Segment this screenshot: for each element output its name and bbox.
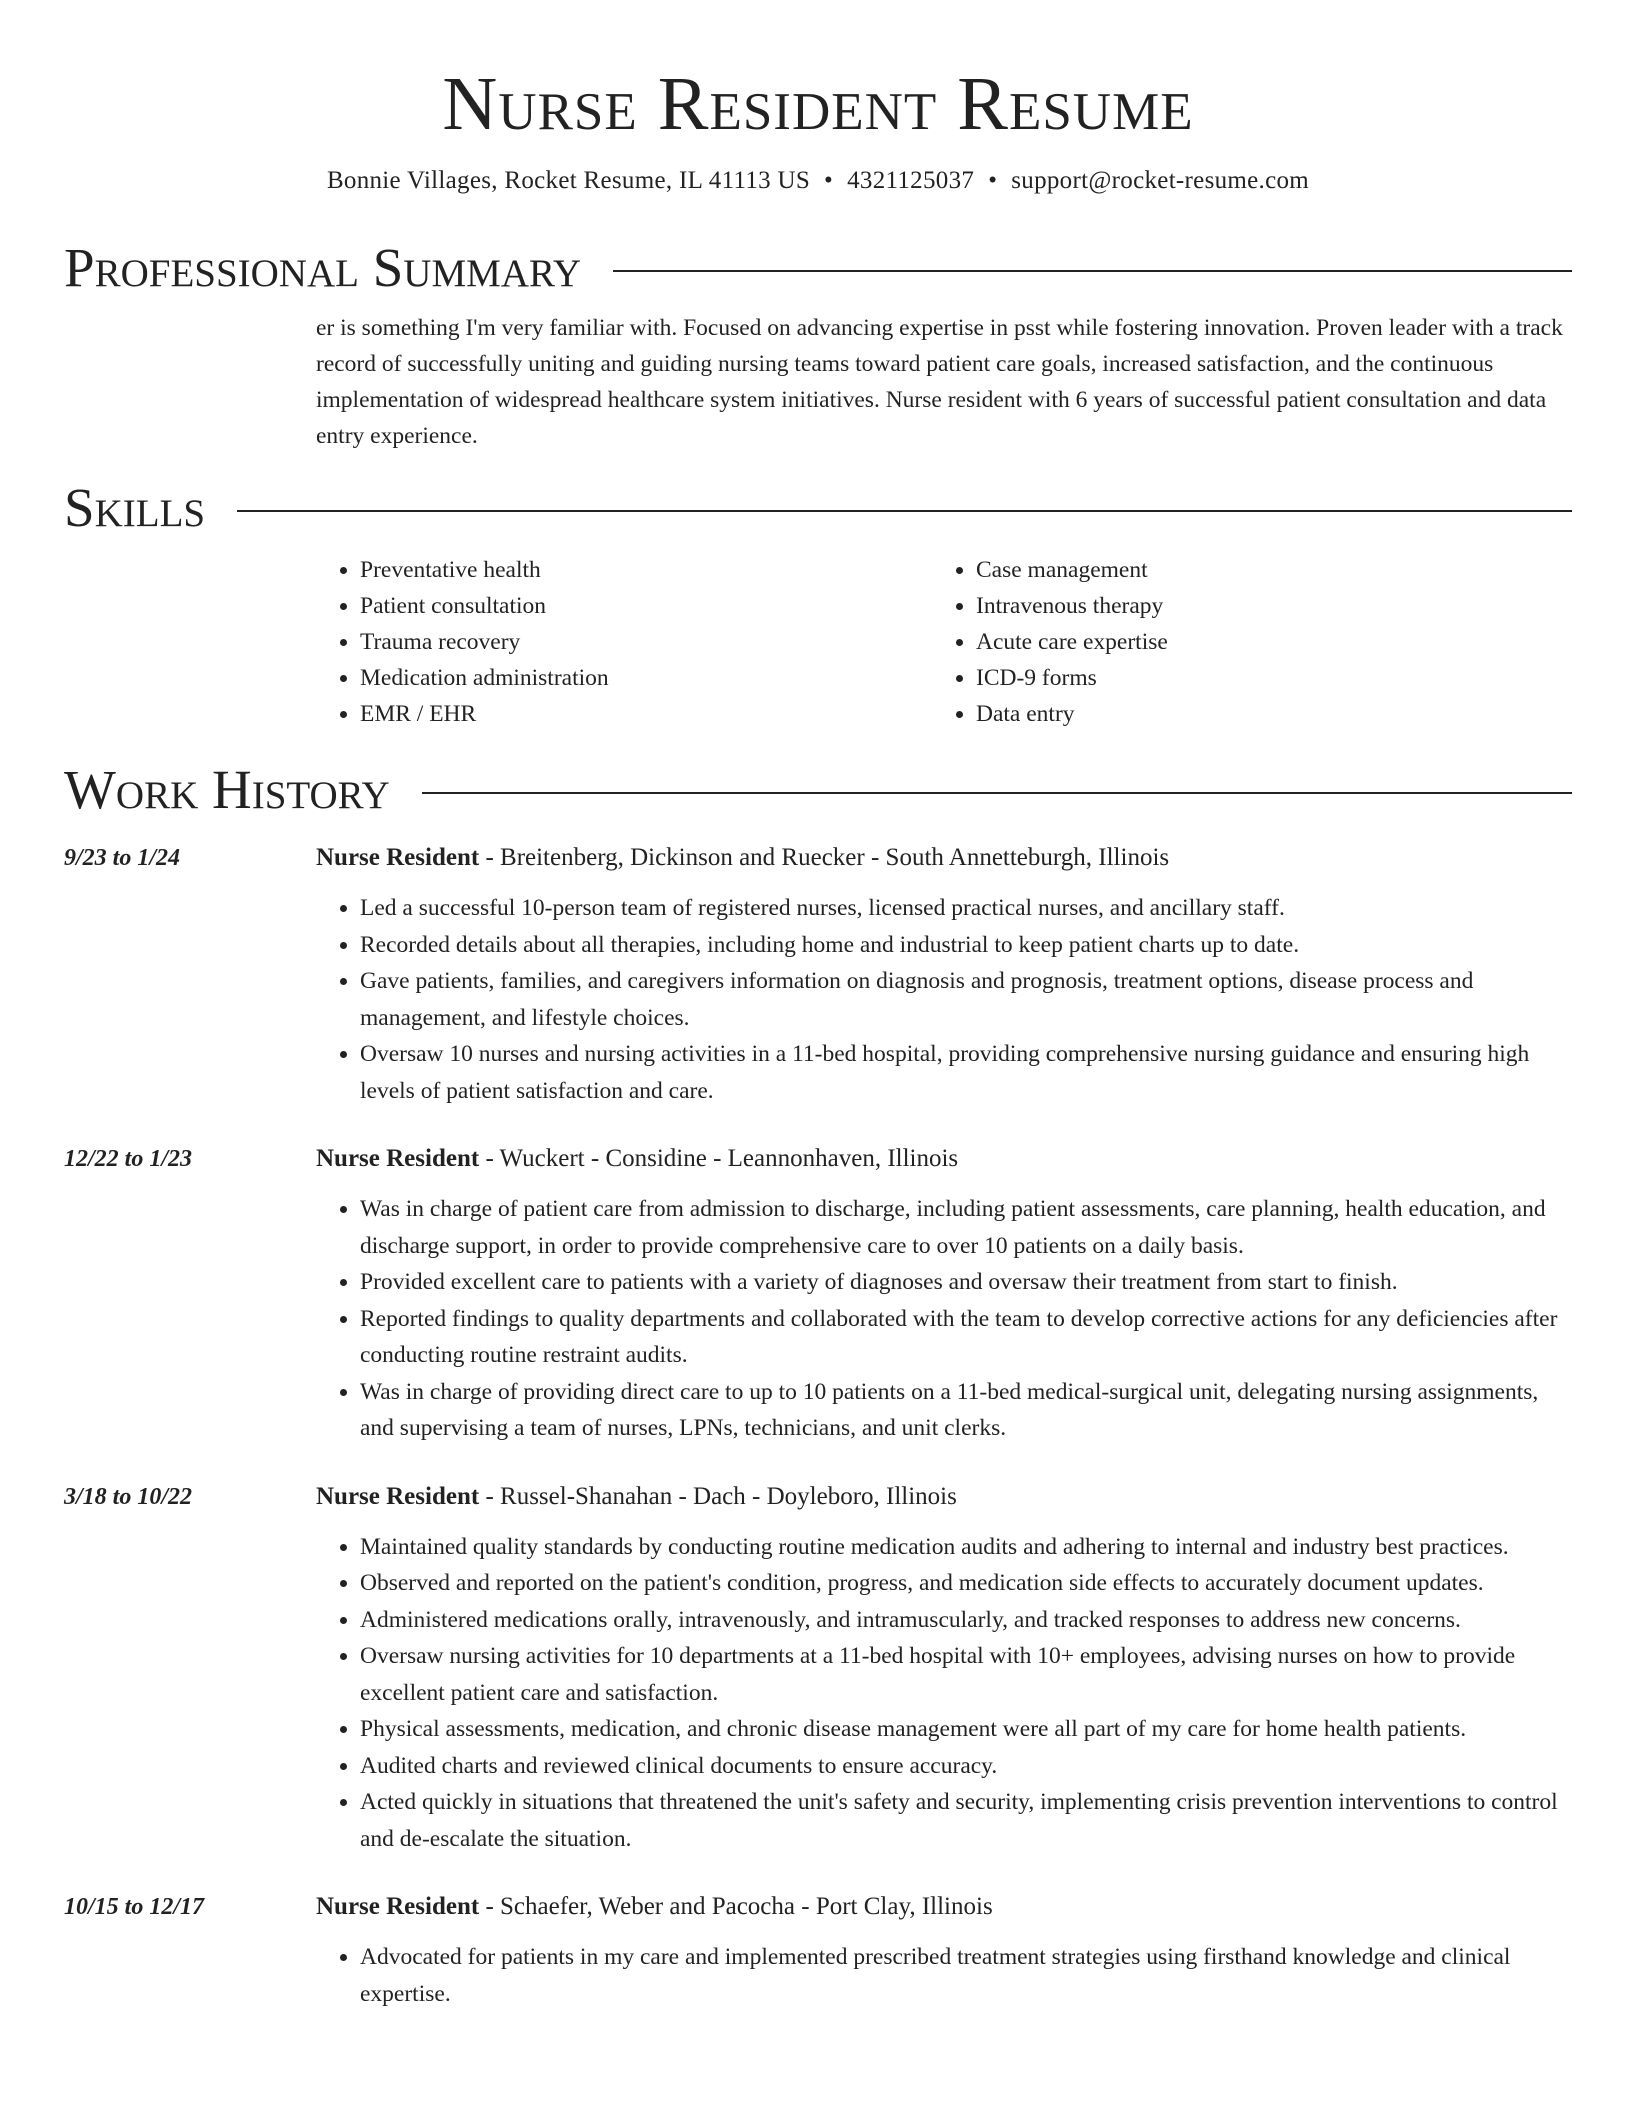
job-bullet: • Was in charge of providing direct care to up to 10 patients on a 11-bed medical-surgical unit, delegating nursing assignments, and supervising a team of nurses, LPNs, technicians, and unit clerks. [360, 1374, 1572, 1447]
contact-separator: • [824, 167, 834, 194]
job-employer: - Breitenberg, Dickinson and Ruecker - South Annetteburgh, Illinois [479, 844, 1170, 871]
job-body [316, 1141, 1572, 1447]
job-role: Nurse Resident [316, 1145, 480, 1172]
job-entry [64, 1479, 1572, 1858]
job-title [316, 1889, 1572, 1925]
skills-column-right [956, 552, 1572, 732]
skill-item: • Trauma recovery [360, 624, 956, 660]
job-bullet: • Audited charts and reviewed clinical documents to ensure accuracy. [360, 1748, 1572, 1785]
skill-item: • Intravenous therapy [976, 588, 1572, 624]
job-body [316, 1889, 1572, 2012]
job-bullet: • Physical assessments, medication, and chronic disease management were all part of my care for home health patients. [360, 1711, 1572, 1748]
job-bullet: • Gave patients, families, and caregivers information on diagnosis and prognosis, treatment options, disease process and management, and lifestyle choices. [360, 963, 1572, 1036]
skill-item: • Case management [976, 552, 1572, 588]
skill-item: • Medication administration [360, 660, 956, 696]
resume-page [64, 0, 1572, 2012]
job-entry [64, 1889, 1572, 2012]
job-dates: 10/15 to 12/17 [64, 1894, 205, 1920]
job-bullet: • Recorded details about all therapies, including home and industrial to keep patient charts up to date. [360, 927, 1572, 964]
contact-phone: 4321125037 [847, 167, 975, 194]
section-divider [237, 510, 1572, 512]
job-dates: 12/22 to 1/23 [64, 1146, 193, 1172]
job-bullets [316, 1529, 1572, 1858]
job-bullet: • Oversaw 10 nurses and nursing activities in a 11-bed hospital, providing comprehensive nursing guidance and ensuring high levels of patient satisfaction and care. [360, 1036, 1572, 1109]
resume-title: Nurse Resident Resume [442, 62, 1194, 146]
summary-heading: Professional Summary [64, 237, 582, 298]
job-bullet: • Was in charge of patient care from admission to discharge, including patient assessments, care planning, health education, and discharge support, in order to provide comprehensive care to over 10 patients on a daily basis. [360, 1191, 1572, 1264]
job-bullets [316, 1191, 1572, 1447]
skills-column-left [316, 552, 956, 732]
job-bullet: • Administered medications orally, intravenously, and intramuscularly, and tracked responses to address new concerns. [360, 1602, 1572, 1639]
contact-separator: • [988, 167, 998, 194]
job-dates: 3/18 to 10/22 [64, 1483, 193, 1510]
job-body [316, 840, 1572, 1109]
contact-line [64, 166, 1572, 196]
job-bullet: • Reported findings to quality departments and collaborated with the team to develop corrective actions for any deficiencies after conducting routine restraint audits. [360, 1301, 1572, 1374]
job-bullet: • Observed and reported on the patient's condition, progress, and medication side effects to accurately document updates. [360, 1565, 1572, 1602]
skills-heading: Skills [64, 477, 206, 538]
contact-address: Bonnie Villages, Rocket Resume, IL 41113 US [326, 167, 811, 194]
summary-text: er is something I'm very familiar with. Focused on advancing expertise in psst while fostering innovation. Proven leader with a track record of successfully uniting and guiding nursing teams toward patient care goals, increased satisfaction, and the continuous implementation of widespread healthcare system initiatives. Nurse resident with 6 years of successful patient consultation and data entry experience. [316, 315, 1563, 449]
job-bullet: • Oversaw nursing activities for 10 departments at a 11-bed hospital with 10+ employees, advising nurses on how to provide excellent patient care and satisfaction. [360, 1638, 1572, 1711]
job-bullet: • Advocated for patients in my care and implemented prescribed treatment strategies using firsthand knowledge and clinical expertise. [360, 1939, 1572, 2012]
skill-item: • Patient consultation [360, 588, 956, 624]
job-entry [64, 1141, 1572, 1447]
job-role: Nurse Resident [316, 844, 480, 871]
job-bullet: • Acted quickly in situations that threatened the unit's safety and security, implementing crisis prevention interventions to control and de-escalate the situation. [360, 1784, 1572, 1857]
work-section-header [64, 760, 1572, 820]
job-employer: - Russel-Shanahan - Dach - Doyleboro, Illinois [479, 1482, 957, 1510]
section-divider [422, 792, 1572, 794]
job-employer: - Schaefer, Weber and Pacocha - Port Clay, Illinois [479, 1893, 993, 1920]
job-title [316, 1141, 1572, 1177]
job-body [316, 1479, 1572, 1858]
skills-list [316, 552, 1572, 732]
job-bullet: • Provided excellent care to patients with a variety of diagnoses and oversaw their treatment from start to finish. [360, 1264, 1572, 1301]
work-heading: Work History [64, 759, 390, 820]
job-bullets [316, 1939, 1572, 2012]
section-divider [613, 270, 1572, 272]
job-role: Nurse Resident [316, 1893, 480, 1920]
job-bullet: • Maintained quality standards by conducting routine medication audits and adhering to internal and industry best practices. [360, 1529, 1572, 1566]
skill-item: • Preventative health [360, 552, 956, 588]
skill-item: • ICD-9 forms [976, 660, 1572, 696]
skills-section-header [64, 478, 1572, 538]
job-entry [64, 840, 1572, 1109]
summary-section-header [64, 238, 1572, 298]
job-role: Nurse Resident [316, 1482, 480, 1510]
job-title [316, 1479, 1572, 1515]
skill-item: • EMR / EHR [360, 696, 956, 732]
job-bullet: • Led a successful 10-person team of registered nurses, licensed practical nurses, and ancillary staff. [360, 890, 1572, 927]
skill-item: • Data entry [976, 696, 1572, 732]
job-employer: - Wuckert - Considine - Leannonhaven, Illinois [479, 1145, 959, 1172]
job-title [316, 840, 1572, 876]
job-bullets [316, 890, 1572, 1109]
skill-item: • Acute care expertise [976, 624, 1572, 660]
contact-email[interactable]: support@rocket-resume.com [1011, 167, 1310, 194]
job-dates: 9/23 to 1/24 [64, 845, 181, 871]
